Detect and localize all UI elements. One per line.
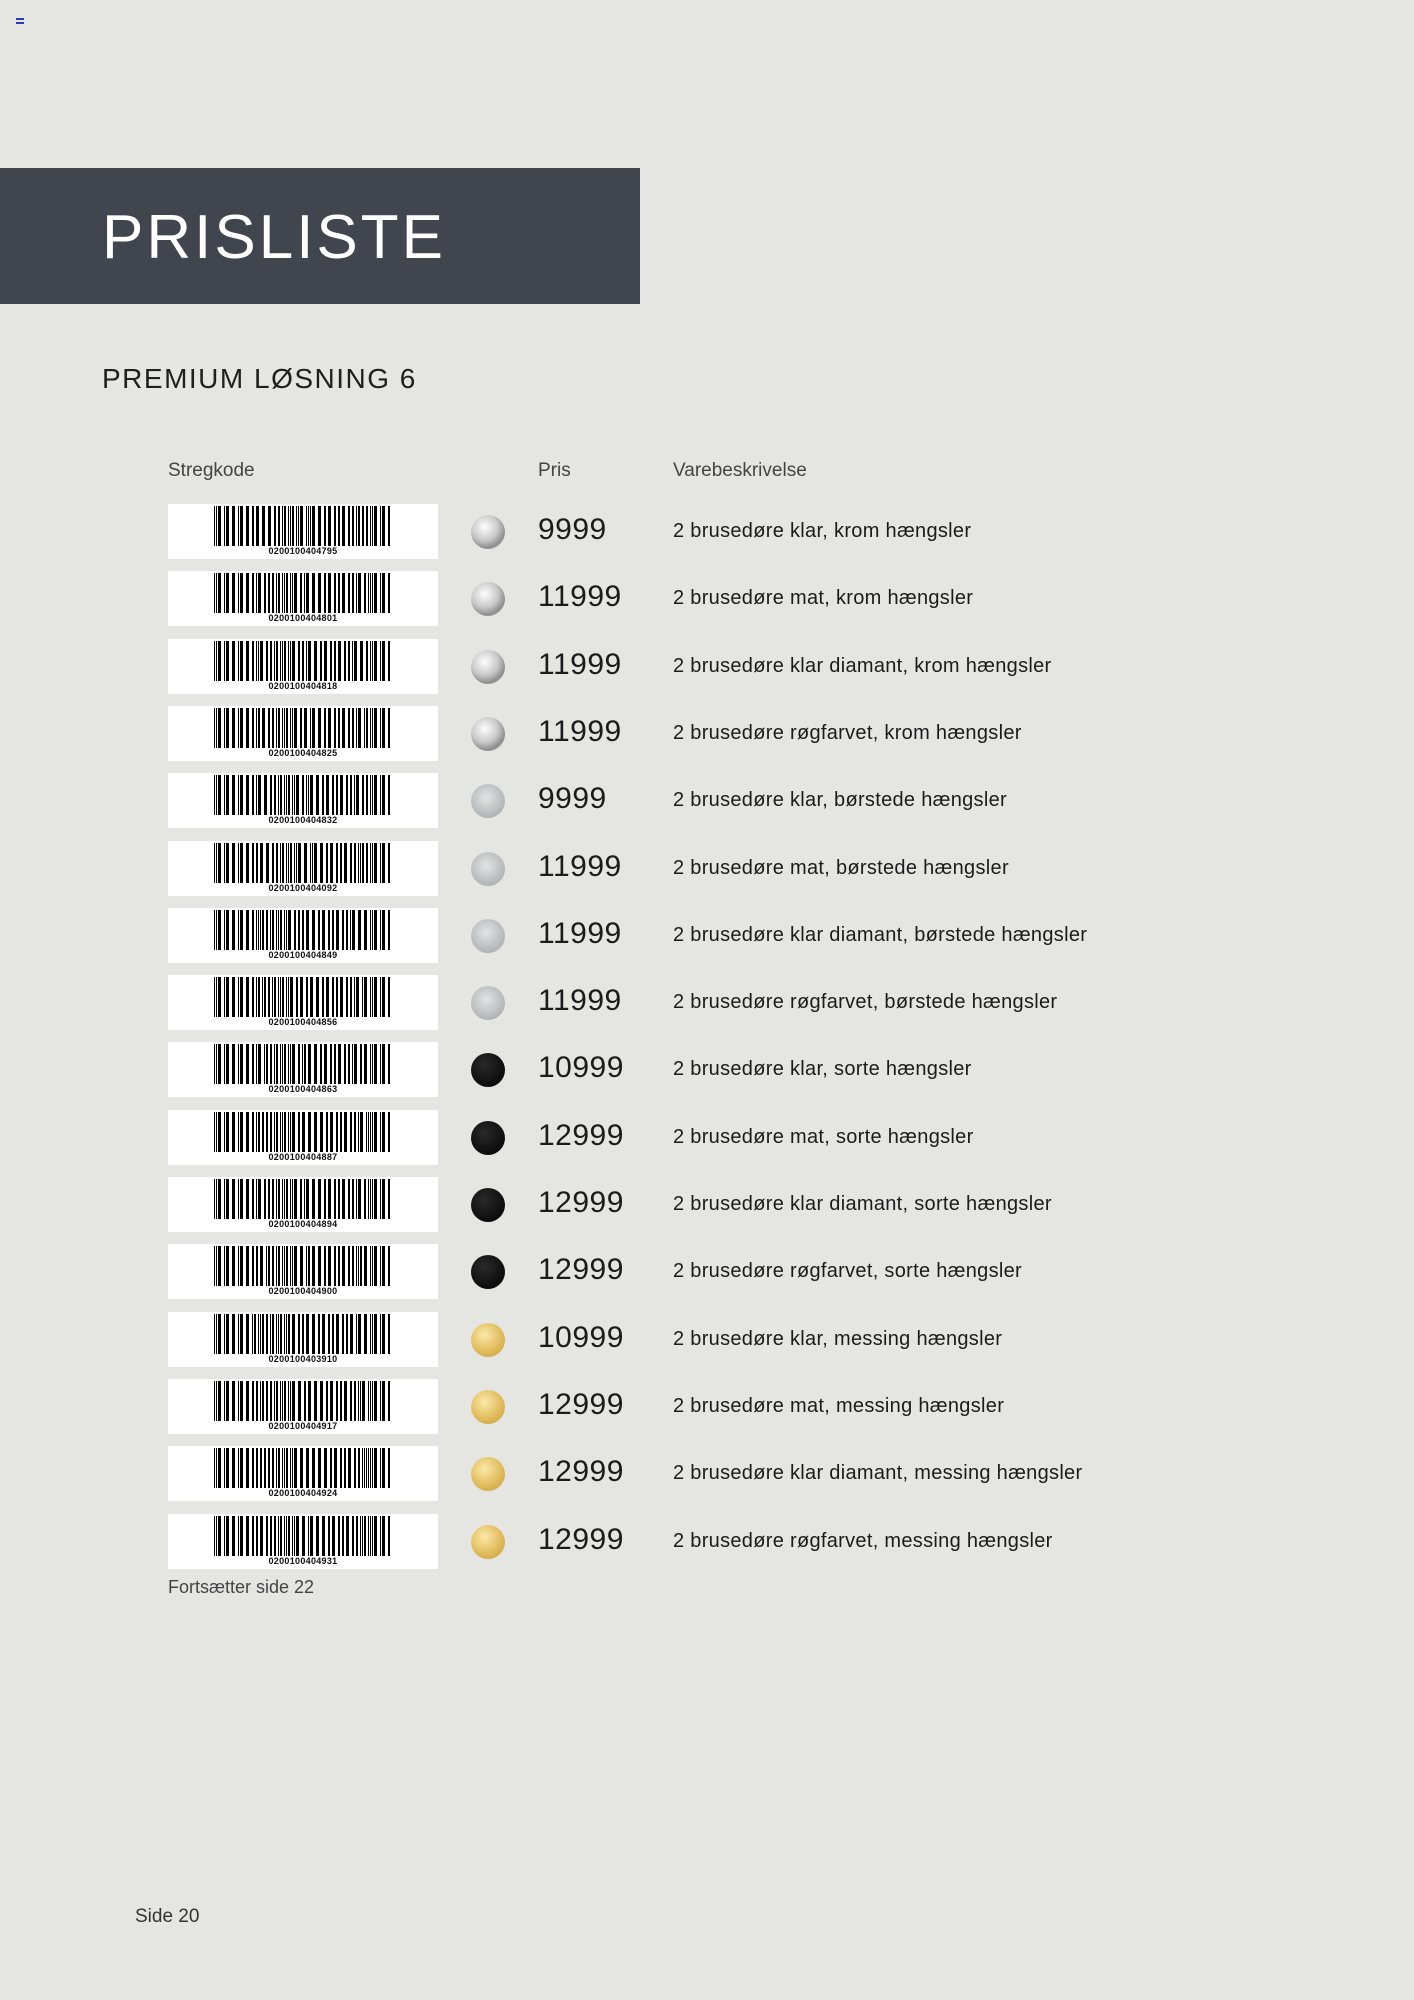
barcode-bars — [214, 1044, 392, 1084]
barcode-bars — [214, 573, 392, 613]
title-band — [0, 168, 640, 304]
description: 2 brusedøre klar, børstede hængsler — [673, 789, 1007, 811]
barcode-label — [168, 1514, 438, 1569]
finish-swatch-krom — [471, 650, 505, 684]
barcode-number: 0200100404832 — [268, 815, 338, 825]
price: 11999 — [538, 715, 622, 748]
price: 12999 — [538, 1388, 624, 1421]
price: 11999 — [538, 984, 622, 1017]
price: 12999 — [538, 1523, 624, 1556]
description: 2 brusedøre røgfarvet, krom hængsler — [673, 722, 1022, 744]
description: 2 brusedøre klar, krom hængsler — [673, 520, 972, 542]
table-row — [0, 1244, 1414, 1300]
barcode-number: 0200100404092 — [268, 883, 338, 893]
barcode-number: 0200100404863 — [268, 1084, 338, 1094]
table-row — [0, 975, 1414, 1031]
description: 2 brusedøre røgfarvet, sorte hængsler — [673, 1260, 1023, 1282]
table-row — [0, 1446, 1414, 1502]
finish-swatch-borstet — [471, 784, 505, 818]
table-row — [0, 1379, 1414, 1435]
barcode-label — [168, 1042, 438, 1097]
price: 12999 — [538, 1186, 624, 1219]
page-number: Side 20 — [135, 1906, 200, 1927]
price: 10999 — [538, 1321, 624, 1354]
barcode-number: 0200100404924 — [268, 1488, 338, 1498]
barcode-bars — [214, 977, 392, 1017]
table-row — [0, 1177, 1414, 1233]
column-header-description: Varebeskrivelse — [673, 460, 807, 481]
price: 9999 — [538, 513, 607, 546]
description: 2 brusedøre røgfarvet, messing hængsler — [673, 1530, 1053, 1552]
table-row — [0, 773, 1414, 829]
barcode-label — [168, 1110, 438, 1165]
barcode-label — [168, 1379, 438, 1434]
finish-swatch-borstet — [471, 852, 505, 886]
page-title: PRISLISTE — [102, 203, 446, 272]
price: 11999 — [538, 917, 622, 950]
table-row — [0, 1312, 1414, 1368]
price: 12999 — [538, 1253, 624, 1286]
finish-swatch-sort — [471, 1121, 505, 1155]
barcode-number: 0200100403910 — [268, 1354, 338, 1364]
price: 12999 — [538, 1455, 624, 1488]
barcode-label — [168, 1244, 438, 1299]
barcode-bars — [214, 1314, 392, 1354]
description: 2 brusedøre røgfarvet, børstede hængsler — [673, 991, 1058, 1013]
table-row — [0, 908, 1414, 964]
barcode-bars — [214, 843, 392, 883]
barcode-label — [168, 1177, 438, 1232]
finish-swatch-krom — [471, 515, 505, 549]
barcode-bars — [214, 1448, 392, 1488]
description: 2 brusedøre mat, børstede hængsler — [673, 857, 1009, 879]
barcode-bars — [214, 1246, 392, 1286]
barcode-label — [168, 639, 438, 694]
finish-swatch-messing — [471, 1390, 505, 1424]
description: 2 brusedøre klar, sorte hængsler — [673, 1058, 972, 1080]
barcode-number: 0200100404856 — [268, 1017, 338, 1027]
finish-swatch-sort — [471, 1053, 505, 1087]
barcode-label — [168, 1312, 438, 1367]
barcode-label — [168, 706, 438, 761]
barcode-label — [168, 504, 438, 559]
barcode-bars — [214, 1516, 392, 1556]
description: 2 brusedøre klar diamant, sorte hængsler — [673, 1193, 1052, 1215]
description: 2 brusedøre mat, sorte hængsler — [673, 1126, 974, 1148]
barcode-bars — [214, 910, 392, 950]
barcode-bars — [214, 708, 392, 748]
finish-swatch-sort — [471, 1188, 505, 1222]
description: 2 brusedøre klar diamant, børstede hængsler — [673, 924, 1088, 946]
barcode-number: 0200100404894 — [268, 1219, 338, 1229]
barcode-label — [168, 1446, 438, 1501]
price: 9999 — [538, 782, 607, 815]
barcode-number: 0200100404801 — [268, 613, 338, 623]
barcode-number: 0200100404931 — [268, 1556, 338, 1566]
barcode-label — [168, 571, 438, 626]
price: 11999 — [538, 648, 622, 681]
table-row — [0, 504, 1414, 560]
finish-swatch-borstet — [471, 919, 505, 953]
section-title: PREMIUM LØSNING 6 — [102, 363, 417, 394]
finish-swatch-messing — [471, 1457, 505, 1491]
barcode-bars — [214, 506, 392, 546]
barcode-label — [168, 908, 438, 963]
finish-swatch-messing — [471, 1323, 505, 1357]
description: 2 brusedøre klar, messing hængsler — [673, 1328, 1003, 1350]
description: 2 brusedøre klar diamant, krom hængsler — [673, 655, 1052, 677]
menu-icon — [16, 18, 24, 24]
barcode-label — [168, 841, 438, 896]
finish-swatch-krom — [471, 717, 505, 751]
barcode-label — [168, 773, 438, 828]
barcode-number: 0200100404795 — [268, 546, 338, 556]
table-row — [0, 639, 1414, 695]
description: 2 brusedøre klar diamant, messing hængsler — [673, 1462, 1083, 1484]
column-header-barcode: Stregkode — [168, 460, 255, 481]
barcode-number: 0200100404900 — [268, 1286, 338, 1296]
finish-swatch-messing — [471, 1525, 505, 1559]
description: 2 brusedøre mat, messing hængsler — [673, 1395, 1005, 1417]
finish-swatch-sort — [471, 1255, 505, 1289]
column-header-price: Pris — [538, 460, 571, 481]
barcode-label — [168, 975, 438, 1030]
table-row — [0, 1514, 1414, 1570]
barcode-number: 0200100404818 — [268, 681, 338, 691]
price: 10999 — [538, 1051, 624, 1084]
barcode-number: 0200100404917 — [268, 1421, 338, 1431]
description: 2 brusedøre mat, krom hængsler — [673, 587, 974, 609]
continues-note: Fortsætter side 22 — [168, 1577, 315, 1597]
table-row — [0, 706, 1414, 762]
barcode-number: 0200100404825 — [268, 748, 338, 758]
table-row — [0, 841, 1414, 897]
table-row — [0, 1042, 1414, 1098]
barcode-bars — [214, 1112, 392, 1152]
price: 11999 — [538, 580, 622, 613]
finish-swatch-krom — [471, 582, 505, 616]
barcode-bars — [214, 775, 392, 815]
barcode-number: 0200100404887 — [268, 1152, 338, 1162]
barcode-bars — [214, 641, 392, 681]
price: 12999 — [538, 1119, 624, 1152]
barcode-number: 0200100404849 — [268, 950, 338, 960]
table-row — [0, 571, 1414, 627]
barcode-bars — [214, 1381, 392, 1421]
table-row — [0, 1110, 1414, 1166]
price: 11999 — [538, 850, 622, 883]
barcode-bars — [214, 1179, 392, 1219]
finish-swatch-borstet — [471, 986, 505, 1020]
